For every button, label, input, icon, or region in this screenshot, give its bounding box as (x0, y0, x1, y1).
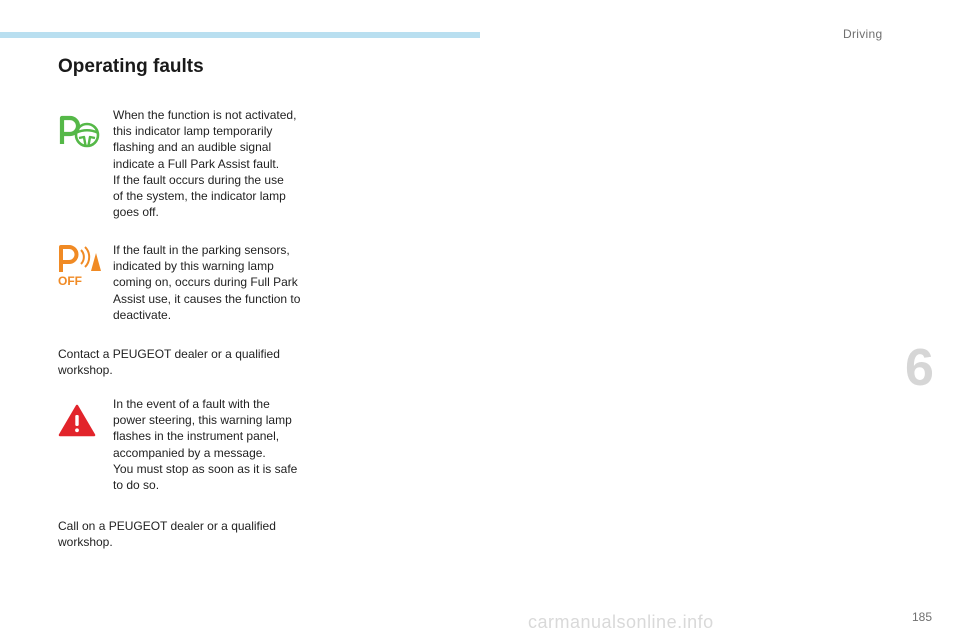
park-assist-indicator-icon (58, 114, 104, 148)
item-description: In the event of a fault with the power steering, this warning lamp flashes in the instrument panel, accompanied by a message. You must stop as soon as it is safe to do so. (113, 397, 298, 493)
page-number: 185 (912, 610, 933, 624)
parking-sensors-off-warning-icon (56, 244, 104, 288)
section-label: Driving (843, 27, 883, 41)
warning-triangle-icon (58, 404, 96, 437)
header-accent-bar (0, 32, 480, 38)
chapter-number: 6 (905, 339, 934, 397)
item-description: If the fault in the parking sensors, indicated by this warning lamp coming on, occurs during Full Park Assist use, it causes the function to deactivate. (113, 243, 301, 322)
item-description: When the function is not activated, this indicator lamp temporarily flashing and an audible signal indicate a Full Park Assist fault. If the fault occurs during the use of the system, the indicator lamp goes off. (113, 108, 297, 220)
watermark: carmanualsonline.info (528, 612, 714, 632)
note-text: Call on a PEUGEOT dealer or a qualified workshop. (58, 519, 276, 550)
off-label: OFF (58, 274, 82, 288)
page-title: Operating faults (58, 56, 204, 77)
note-text: Contact a PEUGEOT dealer or a qualified workshop. (58, 347, 280, 378)
